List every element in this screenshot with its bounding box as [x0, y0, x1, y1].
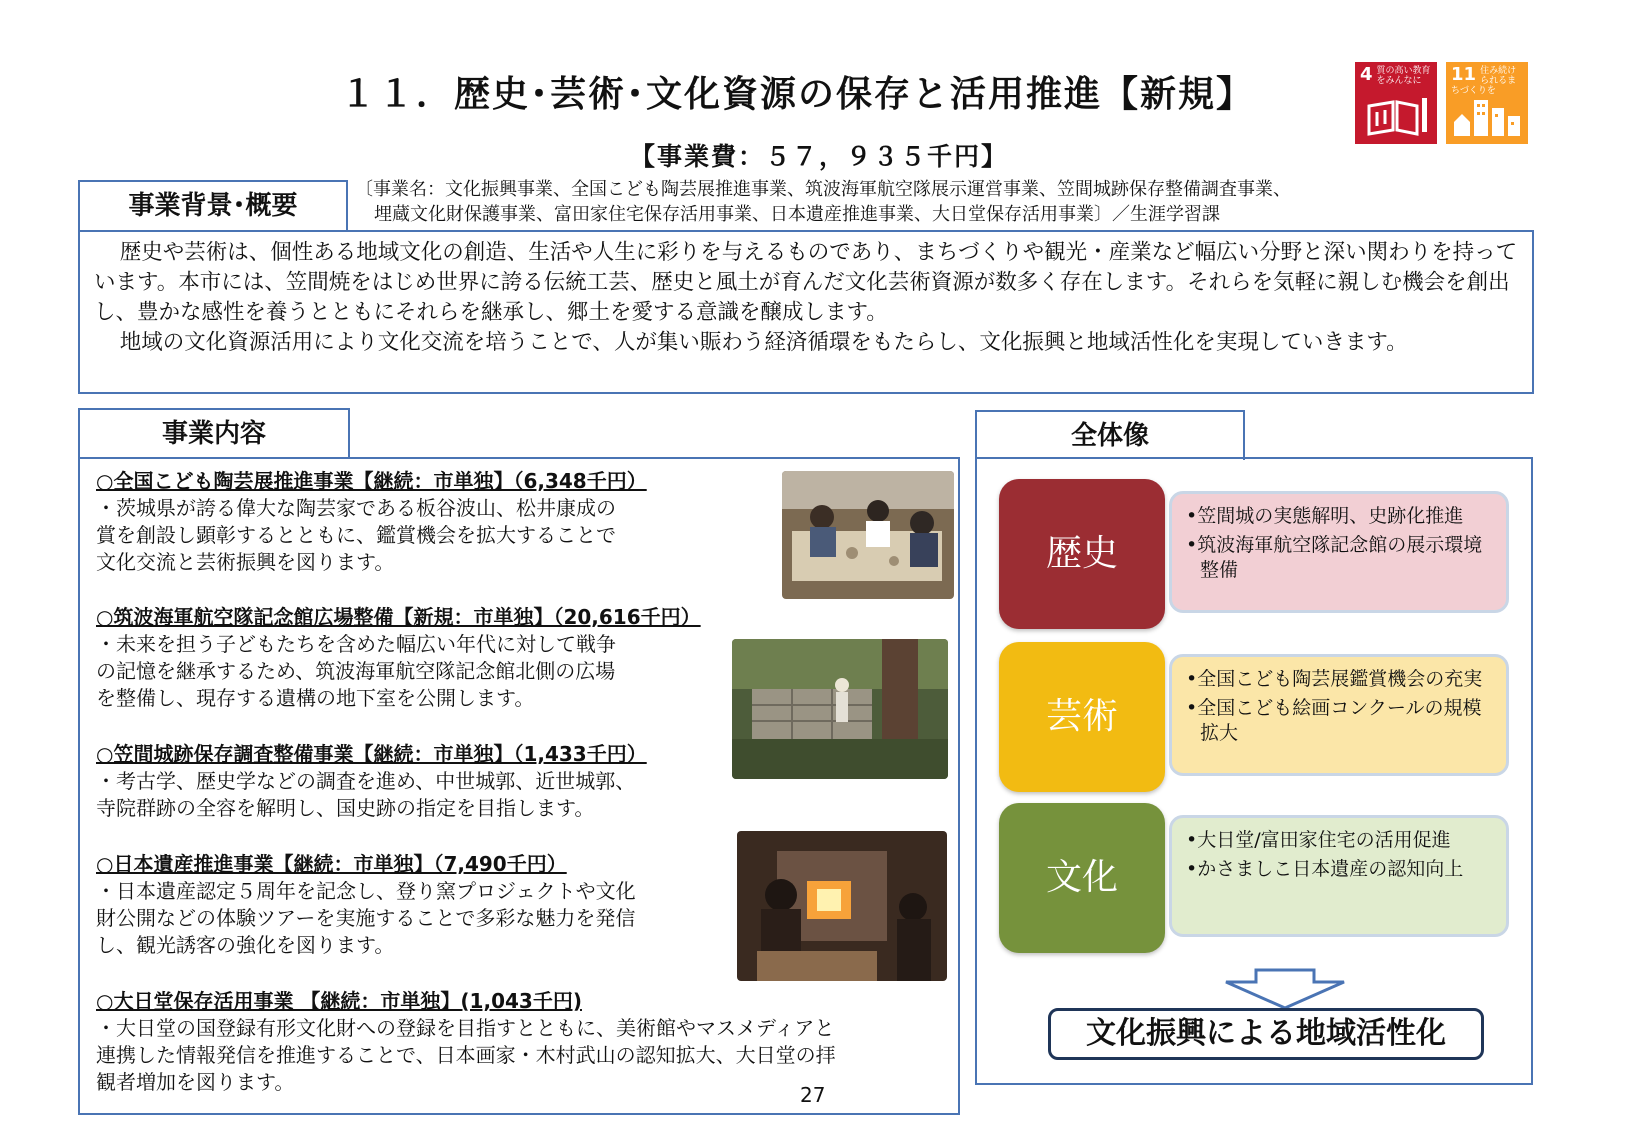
panel-item: •かさましこ日本遺産の認知向上 — [1186, 858, 1464, 880]
panel-item: •全国こども絵画コンクールの規模拡大 — [1186, 697, 1482, 744]
content-tab: 事業内容 — [78, 408, 350, 458]
panel-item: •笠間城の実態解明、史跡化推進 — [1186, 505, 1464, 527]
content-box — [78, 457, 960, 1115]
sdg-goal-4-icon — [1355, 62, 1437, 144]
overview-tab: 全体像 — [975, 410, 1245, 460]
panel-item: •筑波海軍航空隊記念館の展示環境整備 — [1186, 534, 1483, 581]
panel-item: •大日堂/富田家住宅の活用促進 — [1186, 829, 1451, 851]
down-arrow-icon — [1222, 968, 1348, 1010]
arts-panel — [1169, 654, 1509, 776]
project-heading: ○日本遺産推進事業【継続：市単独】（7,490千円） — [96, 852, 567, 876]
sdg-number: 11 — [1451, 64, 1477, 85]
project-description: ・考古学、歴史学などの調査を進め、中世城郭、近世城郭、 寺院群跡の全容を解明し、国史跡の指定を目指します。 — [96, 769, 636, 820]
project-item — [96, 741, 647, 822]
project-names — [355, 177, 1435, 227]
sdg-label: 質の高い教育をみんなに — [1376, 66, 1431, 86]
project-description: ・茨城県が誇る偉大な陶芸家である板谷波山、松井康成の 賞を創設し顕彰するとともに、鑑賞機会を拡大することで 文化交流と芸術振興を図ります。 — [96, 496, 616, 574]
sdg-label: 住み続けられるまちづくりを — [1451, 66, 1517, 96]
project-heading: ○笠間城跡保存調査整備事業【継続：市単独】（1,433千円） — [96, 742, 647, 766]
project-description: ・大日堂の国登録有形文化財への登録を目指すとともに、美術館やマスメディアと 連携した情報発信を推進することで、日本画家・木村武山の認知拡大、大日堂の拝 観者増加を図ります。 — [96, 1016, 836, 1094]
background-paragraph-2: 地域の文化資源活用により文化交流を培うことで、人が集い賑わう経済循環をもたらし、文化振興と地域活性化を実現していきます。 — [119, 330, 1408, 355]
project-heading: ○全国こども陶芸展推進事業【継続：市単独】（6,348千円） — [96, 469, 647, 493]
category-arts: 芸術 — [999, 642, 1165, 792]
project-heading: ○筑波海軍航空隊記念館広場整備【新規：市単独】（20,616千円） — [96, 605, 701, 629]
photo-kiln-fire — [737, 831, 947, 981]
city-buildings-icon — [1446, 92, 1528, 138]
culture-panel — [1169, 815, 1509, 937]
project-item — [96, 851, 636, 959]
photo-historic-ruins — [732, 639, 948, 779]
background-paragraph-1: 歴史や芸術は、個性ある地域文化の創造、生活や人生に彩りを与えるものであり、まちづくりや観光・産業など幅広い分野と深い関わりを持っています。本市には、笠間焼をはじめ世界に誇る伝統工芸、歴史と風土が育んだ文化芸術資源が数多く存在します。それらを気軽に親しむ機会を創出し、豊かな感性を養うとともにそれらを継承し、郷土を愛する意識を醸成します。 — [94, 240, 1518, 325]
category-history: 歴史 — [999, 479, 1165, 629]
history-panel — [1169, 491, 1509, 613]
project-item — [96, 604, 701, 712]
background-summary-box — [78, 230, 1534, 394]
project-description: ・未来を担う子どもたちを含めた幅広い年代に対して戦争 の記憶を継承するため、筑波海軍航空隊記念館北側の広場 を整備し、現存する遺構の地下室を公開します。 — [96, 632, 616, 710]
photo-pottery-workshop — [782, 471, 954, 599]
project-item — [96, 988, 836, 1096]
panel-item: •全国こども陶芸展鑑賞機会の充実 — [1186, 668, 1483, 690]
background-tab: 事業背景･概要 — [78, 180, 348, 232]
project-heading: ○大日堂保存活用事業 【継続：市単独】(1,043千円) — [96, 989, 582, 1013]
project-names-line1: 〔事業名：文化振興事業、全国こども陶芸展推進事業、筑波海軍航空隊展示運営事業、笠間城跡保存整備調査事業、 — [355, 179, 1291, 200]
project-item — [96, 468, 647, 576]
budget-total: 【事業費：５７，９３５千円】 — [630, 142, 1009, 171]
category-culture: 文化 — [999, 803, 1165, 953]
book-pencil-icon — [1355, 92, 1437, 138]
project-description: ・日本遺産認定５周年を記念し、登り窯プロジェクトや文化 財公開などの体験ツアーを実施することで多彩な魅力を発信 し、観光誘客の強化を図ります。 — [96, 879, 636, 957]
page-title: １１．歴史･芸術･文化資源の保存と活用推進【新規】 — [340, 74, 1255, 115]
project-names-line2: 埋蔵文化財保護事業、富田家住宅保存活用事業、日本遺産推進事業、大日堂保存活用事業〕／生涯学習課 — [374, 204, 1220, 225]
page-number: 27 — [800, 1083, 826, 1107]
sdg-number: 4 — [1360, 64, 1373, 85]
result-label: 文化振興による地域活性化 — [1048, 1008, 1484, 1060]
sdg-goal-11-icon — [1446, 62, 1528, 144]
